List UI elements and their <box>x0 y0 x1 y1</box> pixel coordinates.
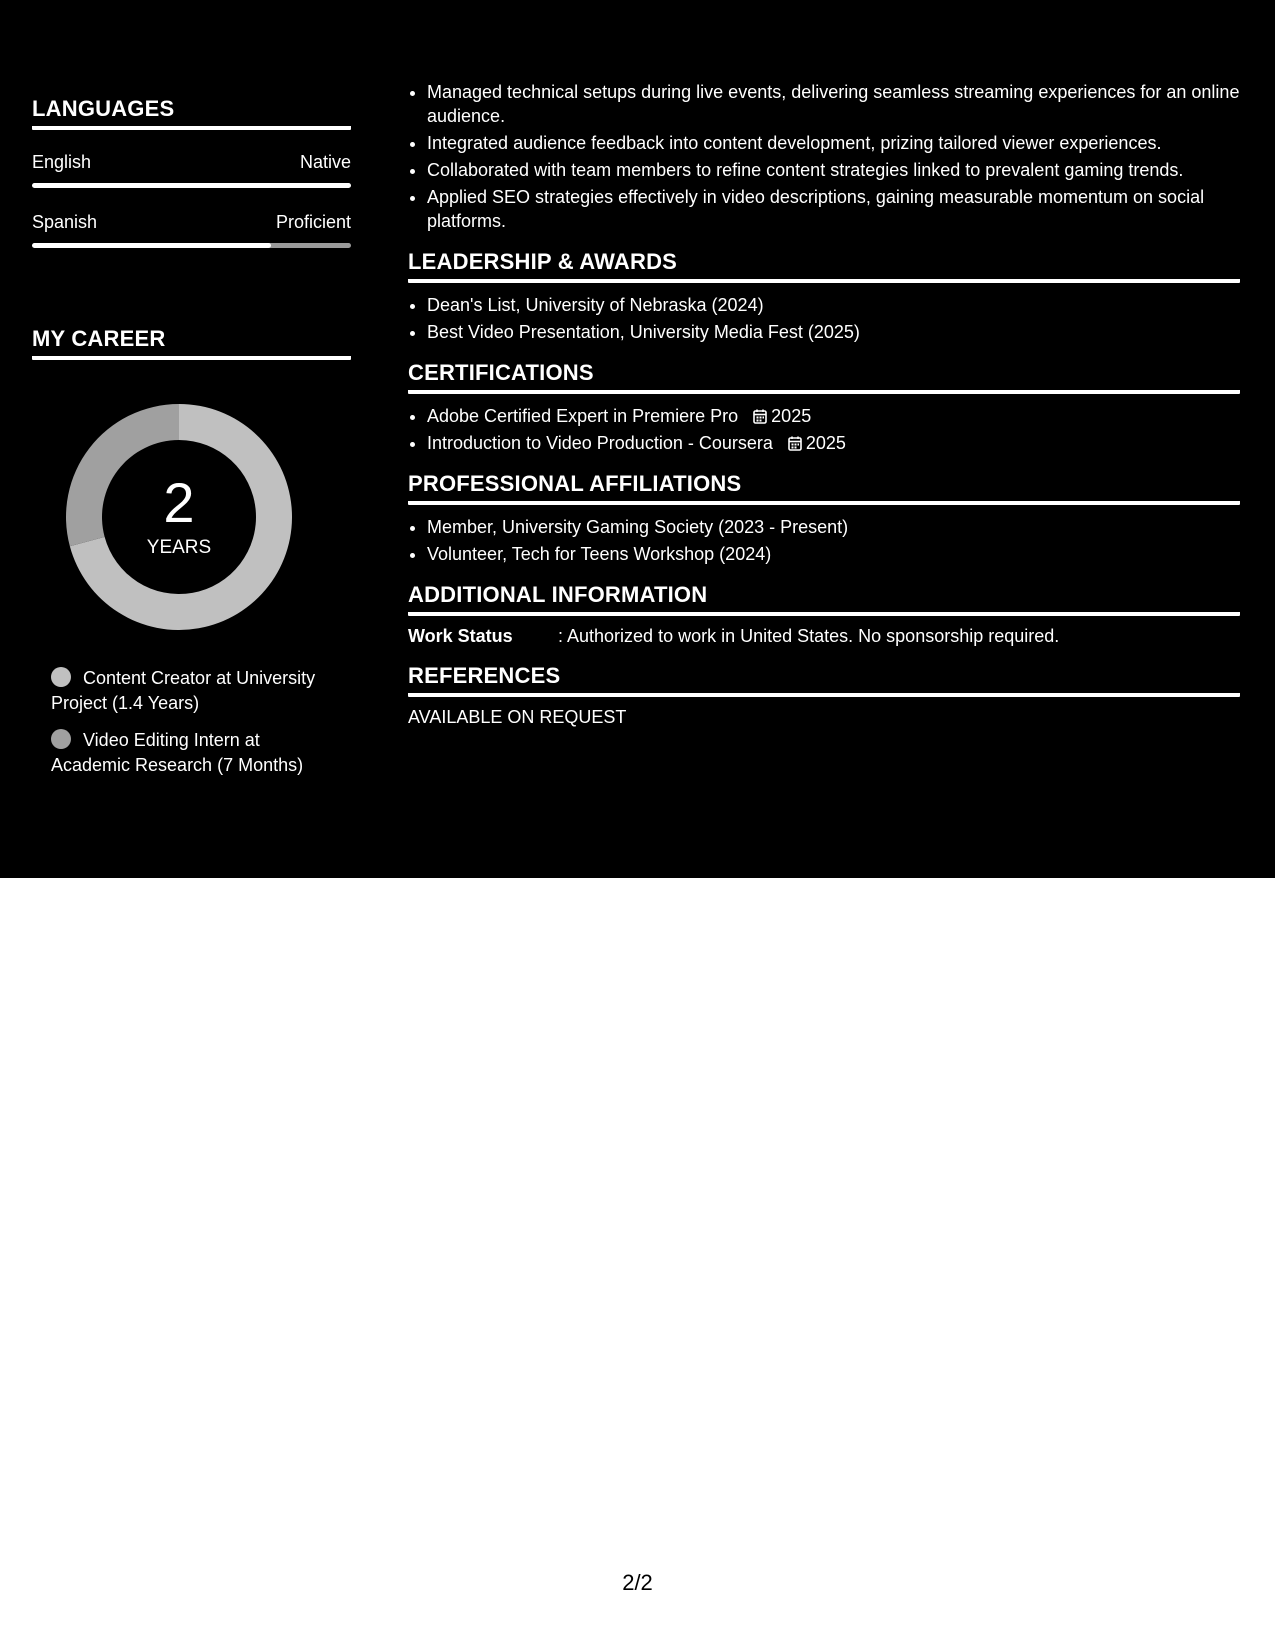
experience-bullets <box>408 80 1240 233</box>
affiliations-section <box>408 471 1240 566</box>
language-name: Spanish <box>32 212 98 232</box>
language-level: Proficient <box>275 212 351 232</box>
career-total-years: 2 <box>163 471 195 534</box>
language-name: English <box>32 152 92 172</box>
language-proficiency-bar <box>32 243 351 248</box>
career-legend-label: Video Editing Intern at Academic Research (7 Months) <box>51 730 304 775</box>
list-item: • Managed technical setups during live events, delivering seamless streaming experiences for an online audience. <box>427 80 1240 128</box>
list-item: • Integrated audience feedback into content development, prizing tailored viewer experiences. <box>427 131 1240 155</box>
legend-dot-icon <box>51 667 71 687</box>
career-legend <box>51 666 341 778</box>
left-column <box>32 96 351 790</box>
affiliations-title: PROFESSIONAL AFFILIATIONS <box>408 471 1240 505</box>
language-proficiency-fill <box>32 243 271 248</box>
list-item: • Collaborated with team members to refine content strategies linked to prevalent gaming trends. <box>427 158 1240 182</box>
certification-year: 2025 <box>771 406 812 426</box>
right-column <box>408 80 1240 728</box>
language-item <box>32 152 351 188</box>
certification-name: Adobe Certified Expert in Premiere Pro <box>427 406 739 426</box>
calendar-icon <box>753 409 767 424</box>
certification-year: 2025 <box>805 433 846 453</box>
additional-info-title: ADDITIONAL INFORMATION <box>408 582 1240 616</box>
legend-dot-icon <box>51 729 71 749</box>
list-item: • Volunteer, Tech for Teens Workshop (2024) <box>427 542 1240 566</box>
career-title: MY CAREER <box>32 326 351 360</box>
certification-name: Introduction to Video Production - Coursera <box>427 433 773 453</box>
work-status-row <box>408 626 1240 647</box>
list-item: • Dean's List, University of Nebraska (2024) <box>427 293 1240 317</box>
list-item: • Best Video Presentation, University Media Fest (2025) <box>427 320 1240 344</box>
list-item: • Applied SEO strategies effectively in video descriptions, gaining measurable momentum on social platforms. <box>427 185 1240 233</box>
references-section <box>408 663 1240 728</box>
language-proficiency-fill <box>32 183 351 188</box>
language-level: Native <box>299 152 351 172</box>
awards-title: LEADERSHIP & AWARDS <box>408 249 1240 283</box>
awards-section <box>408 249 1240 344</box>
list-item <box>427 404 1240 428</box>
career-legend-label: Content Creator at University Project (1.4 Years) <box>51 668 316 713</box>
career-legend-item <box>51 728 341 778</box>
work-status-label: Work Status <box>408 626 513 646</box>
list-item: • Member, University Gaming Society (2023 - Present) <box>427 515 1240 539</box>
certifications-section <box>408 360 1240 455</box>
references-text: AVAILABLE ON REQUEST <box>408 707 627 727</box>
calendar-icon <box>788 436 802 451</box>
work-status-value: : Authorized to work in United States. No sponsorship required. <box>558 626 1060 646</box>
languages-title: LANGUAGES <box>32 96 351 130</box>
language-proficiency-bar <box>32 183 351 188</box>
list-item <box>427 431 1240 455</box>
additional-info-section <box>408 582 1240 647</box>
language-item <box>32 212 351 248</box>
references-title: REFERENCES <box>408 663 1240 697</box>
career-total-unit: YEARS <box>146 537 212 558</box>
certifications-title: CERTIFICATIONS <box>408 360 1240 394</box>
career-donut-chart <box>66 404 292 630</box>
career-legend-item <box>51 666 341 716</box>
page-number: 2/2 <box>622 1570 653 1595</box>
